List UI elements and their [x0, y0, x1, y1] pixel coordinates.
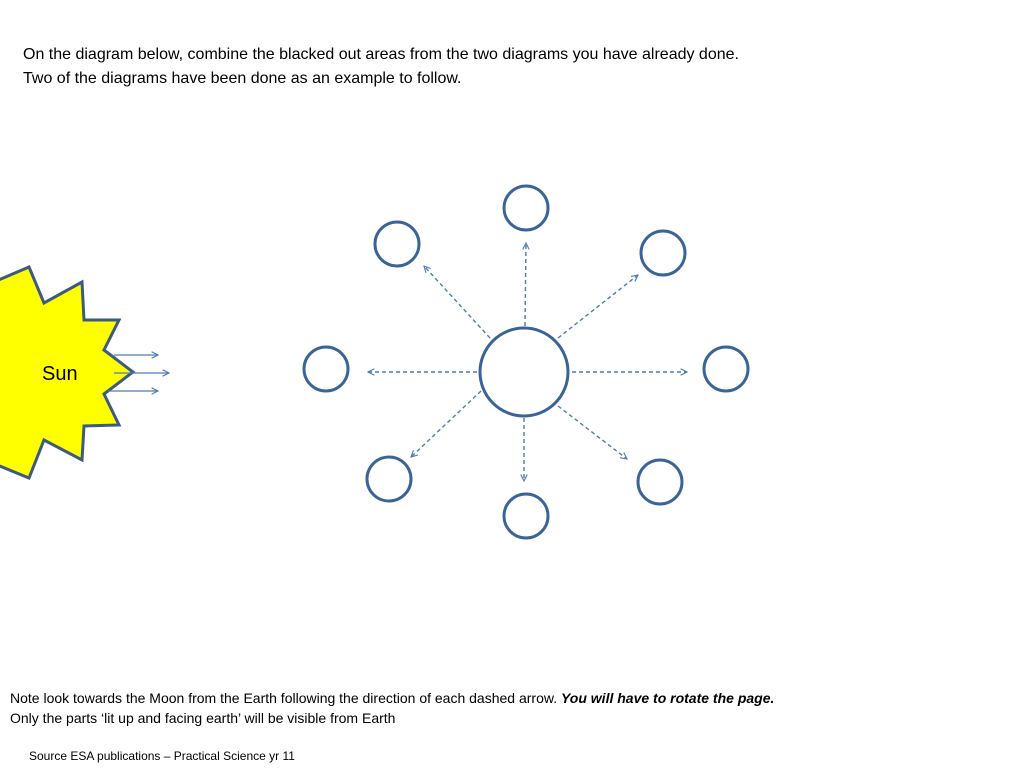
- arrow-down-right-icon: [558, 406, 627, 459]
- instructions-line-1: On the diagram below, combine the blacked out areas from the two diagrams you have already done.: [23, 46, 739, 63]
- note-line-1-text: Note look towards the Moon from the Earth following the direction of each dashed arrow.: [10, 690, 561, 706]
- moon-right: [704, 347, 748, 391]
- note-line-1-emphasis: You will have to rotate the page.: [560, 690, 775, 706]
- moon-bottom-right: [638, 460, 682, 504]
- earth-circle: [480, 328, 568, 416]
- arrow-up-left-icon: [424, 266, 490, 338]
- moon-top: [504, 186, 548, 230]
- sun-label: Sun: [42, 363, 78, 385]
- note-line-1: [10, 688, 774, 708]
- moon-top-right: [641, 231, 685, 275]
- note: [10, 688, 774, 728]
- moon-bottom-left: [367, 457, 411, 501]
- source-citation: Source ESA publications – Practical Science yr 11: [29, 749, 295, 763]
- note-line-2: Only the parts ‘lit up and facing earth’ will be visible from Earth: [10, 710, 396, 726]
- instructions-line-2: Two of the diagrams have been done as an example to follow.: [23, 70, 462, 87]
- moon-bottom: [504, 494, 548, 538]
- arrow-down-left-icon: [411, 391, 481, 457]
- moon-left: [304, 347, 348, 391]
- arrow-up-right-icon: [558, 275, 638, 338]
- arrow-up-icon: [525, 243, 526, 326]
- moon-top-left: [375, 222, 419, 266]
